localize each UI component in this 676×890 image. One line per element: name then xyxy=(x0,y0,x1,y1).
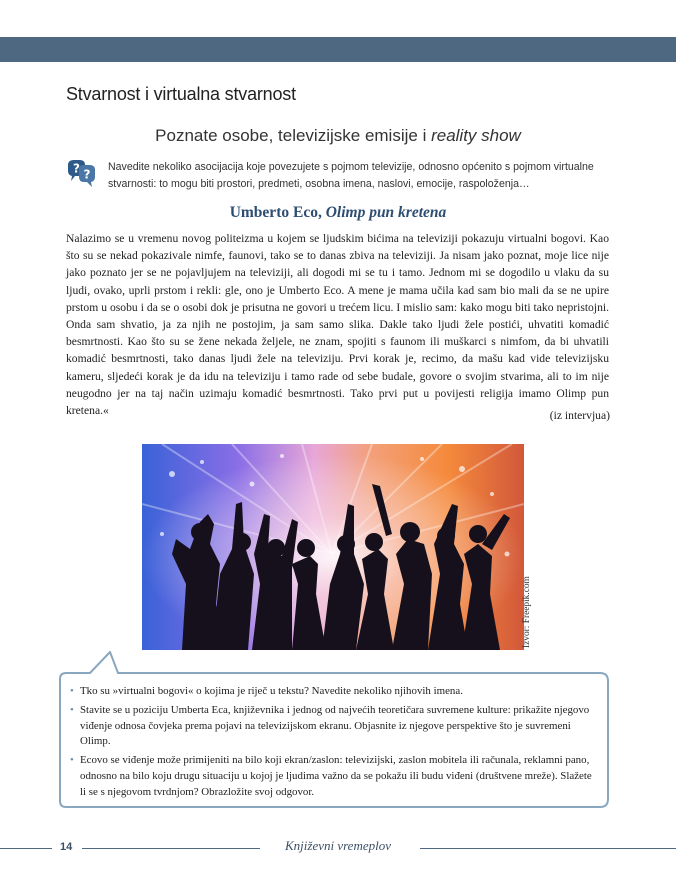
footer-book-title: Književni vremeplov xyxy=(284,838,391,853)
quote-body: Nalazimo se u vremenu novog politeizma u kojem se ljudskim bićima na televiziji pokazuju virtualni bogovi. Kao što su se nekad pokazivale nimfe, faunovi, tako se to danas zbiva na televiziji. Ja nisam jako poznat, moje lice nije jako poznato jer se ne pojavljujem na televiziji, ali dogodi mi se tu i tamo. Jednom mi se dogodilo u vlaku da su ljudi, ovako, uprli prstom i rekli: gle, ono je Umberto Eco. A mene je mama učila kad sam bio mali da se ne upire prstom u osobu i da se o osobi dok je prisutna ne govori u trećem licu. I mislio sam: kako mogu biti tako nepristojni. Onda sam shvatio, ja za njih ne postojim, ja sam samo slika. Dakle tako ljudi žele postići, uhvatiti komadić besmrtnosti. Kao što su se žene nekada željele, ne znam, spojiti s faunom ili muškarci s nimfom, da bi uhvatili komadić besmrtnosti, tako danas ljudi žele na televiziju. Prvi korak je, recimo, da mašu kad vide televizijsku kameru, sljedeći korak je da idu na televiziju i tamo rade od sebe budale, govore o svojim stvarima, ali to im nije neugodno jer na taj način uzimaju komadić besmrtnosti. Tako prvi put u povijesti religija imamo Olimp pun kretena.« xyxy=(66,232,609,418)
section-heading-main: Poznate osobe, televizijske emisije i xyxy=(155,126,432,145)
section-heading xyxy=(0,126,676,146)
chapter-title: Stvarnost i virtualna stvarnost xyxy=(66,84,296,104)
section-heading-italic: reality show xyxy=(431,126,521,145)
intro-prompt: Navedite nekoliko asocijacija koje povezujete s pojmom televizije, odnosno općenito s pojmom virtualne stvarnosti: to mogu biti prostori, predmeti, osobna imena, naslovi, emocije, raspoloženja… xyxy=(108,161,594,190)
bullet-icon: • xyxy=(70,754,74,767)
question-bubbles-icon xyxy=(66,159,96,189)
bullet-icon: • xyxy=(70,685,74,697)
source-note: (iz intervjua) xyxy=(549,409,610,422)
question-text: Stavite se u poziciju Umberta Eca, književnika i jednog od najvećih teoretičara suvremene kulture: prikažite njegovo viđenje odnosa čovjeka prema pojavi na televizijskom ekranu. Objasnite iz njegove perspektive što je suvremeni Olimp. xyxy=(80,703,590,748)
question-text: Tko su »virtualni bogovi« o kojima je riječ u tekstu? Navedite nekoliko njihovih imena. xyxy=(80,685,463,697)
question-text: Ecovo se viđenje može primijeniti na bilo koji ekran/zaslon: televizijski, zaslon mobitela ili računala, reklamni pano, odnosno na bilo koju drugu situaciju u kojoj je ljudima važno da se pokažu ili budu viđeni (društvene mreže). Slažete li se s njegovom tvrdnjom? Obrazložite svoj odgovor. xyxy=(80,754,592,798)
question-list xyxy=(70,684,600,804)
page-number: 14 xyxy=(60,841,73,853)
party-silhouettes-image xyxy=(142,444,524,650)
text-title xyxy=(0,204,676,222)
question-item xyxy=(70,703,600,750)
svg-text:?: ? xyxy=(73,161,80,176)
question-item xyxy=(70,684,600,700)
text-title-italic: Olimp pun kretena xyxy=(325,204,447,221)
text-author: Umberto Eco, xyxy=(229,204,326,221)
header-bar xyxy=(0,37,676,62)
footer-rule-right xyxy=(420,848,676,849)
svg-text:?: ? xyxy=(83,167,91,182)
bullet-icon: • xyxy=(70,703,74,716)
image-credit: Izvor: Freepik.com xyxy=(522,576,532,648)
question-item xyxy=(70,753,600,800)
